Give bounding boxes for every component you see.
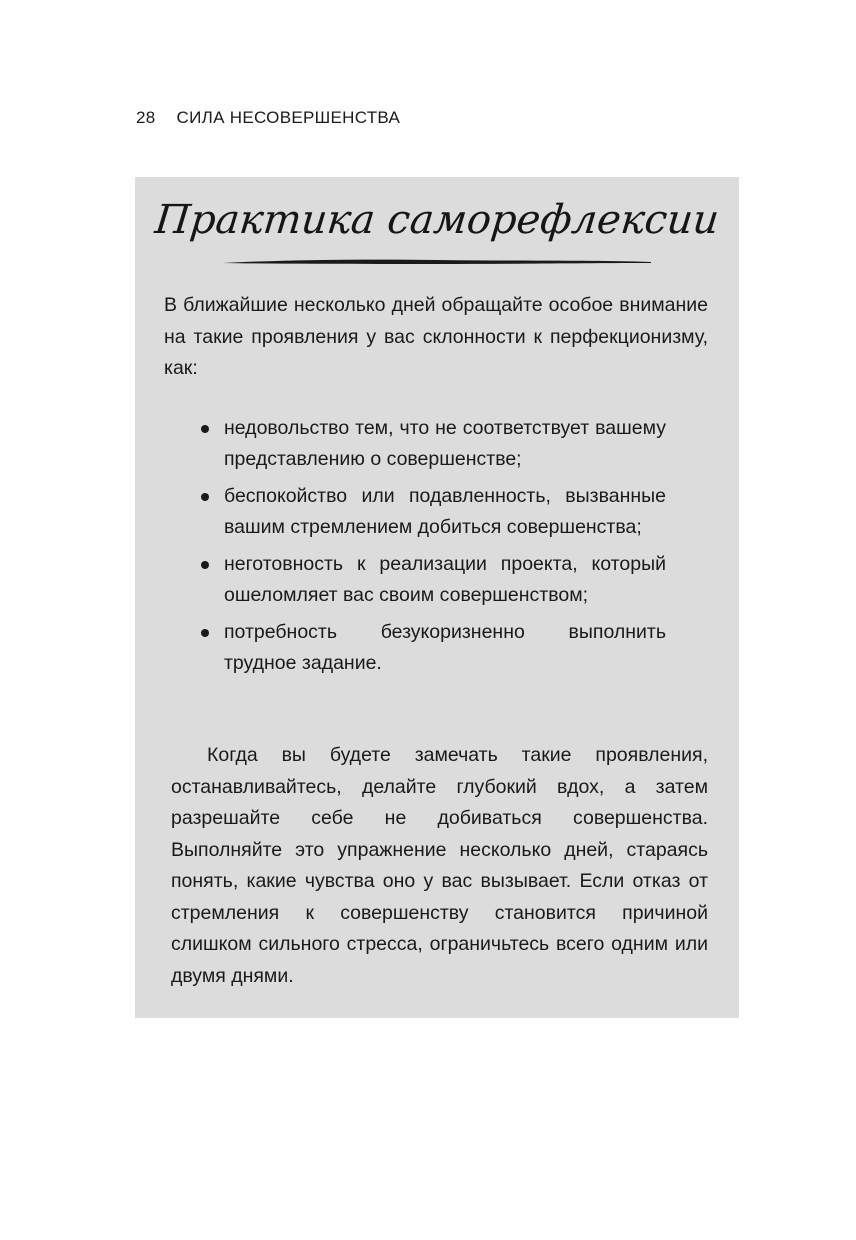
- bullet-icon: [201, 493, 209, 501]
- closing-paragraph: Когда вы будете замечать такие проявления, останавливайтесь, делайте глубокий вдох, а затем разрешайте себе не добиваться совершенства. Выполняйте это упражнение несколько дней, стараясь понять, какие чувства оно у вас вызывает. Если отказ от стремления к совершенству становится причиной слишком сильного стресса, ограничьтесь всего одним или двумя днями.: [171, 744, 708, 987]
- list-item: [201, 413, 666, 475]
- list-item-text: беспокойство или подавленность, вызванные вашим стремлением добиться совершенства;: [224, 485, 666, 538]
- bullet-icon: [201, 629, 209, 637]
- list-item-text: неготовность к реализации проекта, который ошеломляет вас своим совершенством;: [224, 553, 666, 606]
- list-item-text: потребность безукоризненно выполнить трудное задание.: [224, 621, 666, 674]
- book-title: СИЛА НЕСОВЕРШЕНСТВА: [176, 108, 401, 127]
- bullet-icon: [201, 425, 209, 433]
- list-item: [201, 617, 666, 679]
- self-reflection-box: [135, 177, 739, 1018]
- running-head: [136, 108, 400, 128]
- page-number: 28: [136, 108, 156, 127]
- intro-paragraph: В ближайшие несколько дней обращайте особое внимание на такие проявления у вас склонности к перфекционизму, как:: [164, 294, 708, 379]
- box-title: Практика саморефлексии: [152, 197, 722, 243]
- bullet-icon: [201, 561, 209, 569]
- bullet-list: [201, 413, 666, 685]
- list-item: [201, 549, 666, 611]
- list-item: [201, 481, 666, 543]
- title-underline: [223, 257, 651, 267]
- list-item-text: недовольство тем, что не соответствует вашему представлению о совершенстве;: [224, 417, 666, 470]
